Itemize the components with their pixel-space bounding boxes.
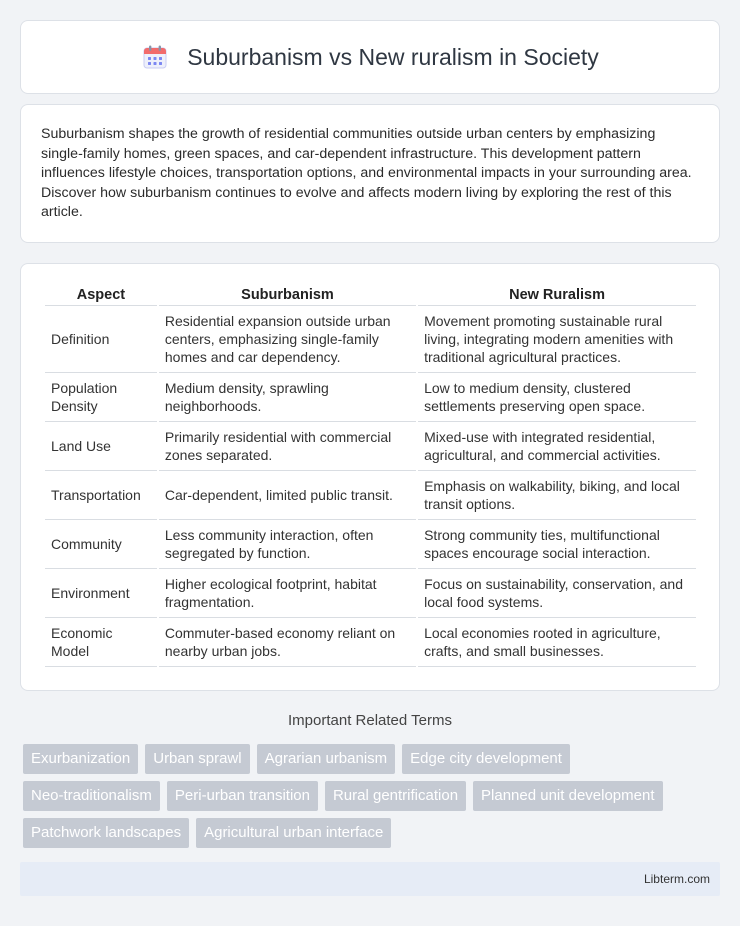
cell-aspect: Population Density xyxy=(45,373,157,422)
related-terms-list xyxy=(23,744,713,848)
related-term-tag[interactable]: Edge city development xyxy=(402,744,570,774)
intro-paragraph: Suburbanism shapes the growth of residential communities outside urban centers by emphasizing single-family homes, green spaces, and car-dependent infrastructure. This development pattern influences lifestyle choices, transportation options, and environmental impacts in your surrounding area. Discover how suburbanism continues to evolve and affects modern living by exploring the rest of this article. xyxy=(41,126,692,221)
cell-suburbanism: Higher ecological footprint, habitat fragmentation. xyxy=(159,569,416,618)
cell-suburbanism: Primarily residential with commercial zones separated. xyxy=(159,422,416,471)
header-aspect: Aspect xyxy=(45,284,157,306)
table-row xyxy=(45,520,696,569)
cell-new-ruralism: Focus on sustainability, conservation, and local food systems. xyxy=(418,569,696,618)
cell-suburbanism: Medium density, sprawling neighborhoods. xyxy=(159,373,416,422)
cell-new-ruralism: Emphasis on walkability, biking, and local transit options. xyxy=(418,471,696,520)
table-row xyxy=(45,471,696,520)
cell-suburbanism: Residential expansion outside urban centers, emphasizing single-family homes and car dependency. xyxy=(159,306,416,373)
cell-aspect: Environment xyxy=(45,569,157,618)
cell-suburbanism: Car-dependent, limited public transit. xyxy=(159,471,416,520)
related-term-tag[interactable]: Planned unit development xyxy=(473,781,662,811)
header-suburbanism: Suburbanism xyxy=(159,284,416,306)
cell-new-ruralism: Mixed-use with integrated residential, agricultural, and commercial activities. xyxy=(418,422,696,471)
related-term-tag[interactable]: Rural gentrification xyxy=(325,781,466,811)
related-term-tag[interactable]: Agricultural urban interface xyxy=(196,818,391,848)
related-terms-heading: Important Related Terms xyxy=(288,712,452,729)
title-wrap xyxy=(141,43,599,71)
cell-aspect: Community xyxy=(45,520,157,569)
cell-suburbanism: Commuter-based economy reliant on nearby urban jobs. xyxy=(159,618,416,667)
cell-aspect: Economic Model xyxy=(45,618,157,667)
calendar-icon xyxy=(141,43,169,71)
comparison-table xyxy=(43,284,698,667)
related-term-tag[interactable]: Exurbanization xyxy=(23,744,138,774)
cell-new-ruralism: Low to medium density, clustered settlements preserving open space. xyxy=(418,373,696,422)
footer-site-link[interactable]: Libterm.com xyxy=(643,872,710,886)
cell-suburbanism: Less community interaction, often segregated by function. xyxy=(159,520,416,569)
header-new-ruralism: New Ruralism xyxy=(418,284,696,306)
table-row xyxy=(45,306,696,373)
table-row xyxy=(45,618,696,667)
related-term-tag[interactable]: Urban sprawl xyxy=(145,744,249,774)
cell-new-ruralism: Strong community ties, multifunctional spaces encourage social interaction. xyxy=(418,520,696,569)
title-card xyxy=(20,20,720,94)
intro-card xyxy=(20,104,720,243)
related-term-tag[interactable]: Peri-urban transition xyxy=(167,781,318,811)
cell-aspect: Definition xyxy=(45,306,157,373)
table-header-row xyxy=(45,284,696,306)
footer xyxy=(20,862,720,896)
table-row xyxy=(45,569,696,618)
cell-new-ruralism: Movement promoting sustainable rural living, integrating modern amenities with traditional agricultural practices. xyxy=(418,306,696,373)
page-title: Suburbanism vs New ruralism in Society xyxy=(187,43,599,70)
cell-aspect: Land Use xyxy=(45,422,157,471)
table-row xyxy=(45,373,696,422)
comparison-card xyxy=(20,263,720,691)
related-term-tag[interactable]: Agrarian urbanism xyxy=(257,744,396,774)
cell-new-ruralism: Local economies rooted in agriculture, crafts, and small businesses. xyxy=(418,618,696,667)
table-row xyxy=(45,422,696,471)
cell-aspect: Transportation xyxy=(45,471,157,520)
related-term-tag[interactable]: Patchwork landscapes xyxy=(23,818,189,848)
related-term-tag[interactable]: Neo-traditionalism xyxy=(23,781,160,811)
